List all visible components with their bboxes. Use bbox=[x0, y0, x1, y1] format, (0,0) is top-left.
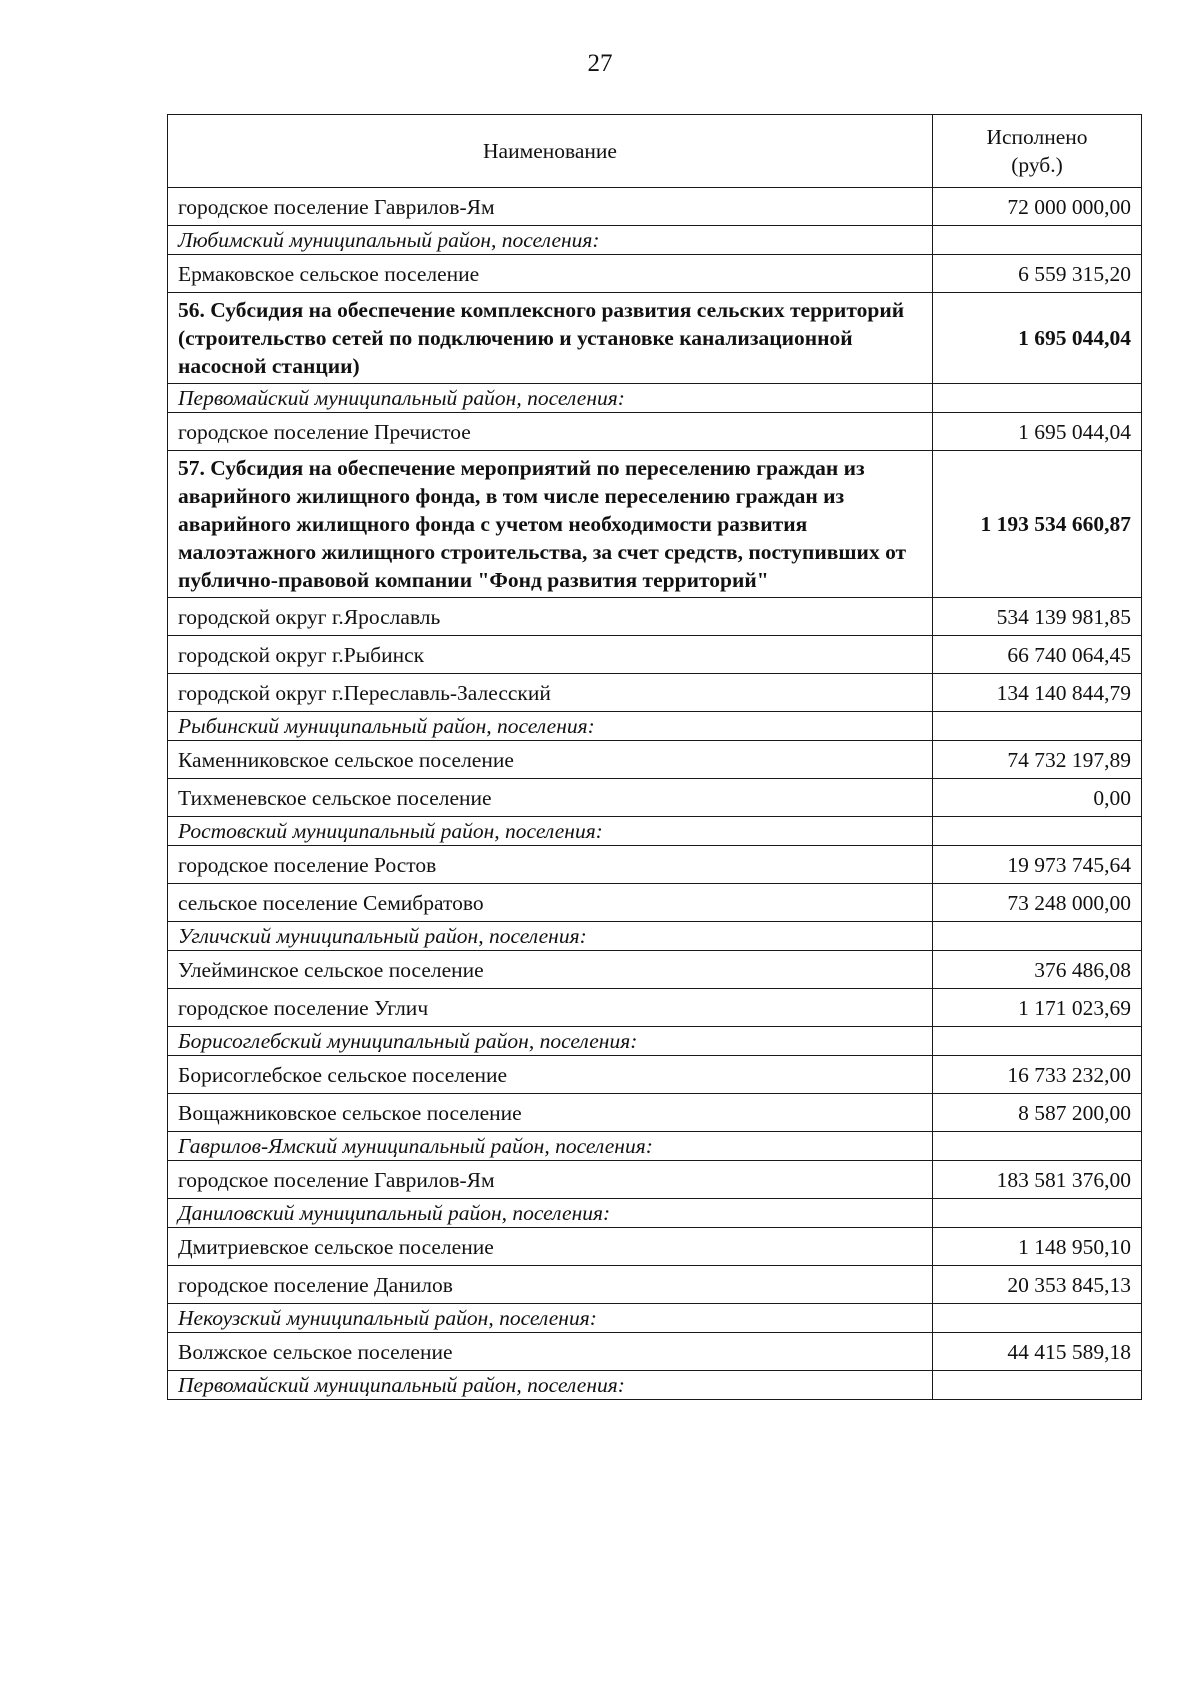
row-amount bbox=[933, 712, 1142, 741]
table-row-district bbox=[168, 384, 1142, 413]
row-name: Некоузский муниципальный район, поселения: bbox=[168, 1304, 933, 1333]
row-amount bbox=[933, 817, 1142, 846]
row-amount bbox=[933, 1199, 1142, 1228]
row-name: 56. Субсидия на обеспечение комплексного развития сельских территорий (строительство сетей по подключению и установке канализационной насосной станции) bbox=[168, 293, 933, 384]
table-row bbox=[168, 1056, 1142, 1094]
row-name: Гаврилов-Ямский муниципальный район, поселения: bbox=[168, 1132, 933, 1161]
table-row bbox=[168, 1333, 1142, 1371]
row-amount: 1 148 950,10 bbox=[933, 1228, 1142, 1266]
row-amount: 0,00 bbox=[933, 779, 1142, 817]
header-amount-line2: (руб.) bbox=[1011, 153, 1063, 177]
row-name: городское поселение Ростов bbox=[168, 846, 933, 884]
header-name: Наименование bbox=[168, 115, 933, 188]
row-amount bbox=[933, 1304, 1142, 1333]
table-row-district bbox=[168, 1371, 1142, 1400]
row-name: Вощажниковское сельское поселение bbox=[168, 1094, 933, 1132]
row-name: Каменниковское сельское поселение bbox=[168, 741, 933, 779]
row-amount: 74 732 197,89 bbox=[933, 741, 1142, 779]
row-name: городское поселение Углич bbox=[168, 989, 933, 1027]
row-name: городской округ г.Переславль-Залесский bbox=[168, 674, 933, 712]
row-amount bbox=[933, 1371, 1142, 1400]
row-name: Улейминское сельское поселение bbox=[168, 951, 933, 989]
row-name: Угличский муниципальный район, поселения: bbox=[168, 922, 933, 951]
row-name: Ростовский муниципальный район, поселения: bbox=[168, 817, 933, 846]
row-name: Волжское сельское поселение bbox=[168, 1333, 933, 1371]
table-row bbox=[168, 413, 1142, 451]
table-row bbox=[168, 255, 1142, 293]
row-name: городское поселение Данилов bbox=[168, 1266, 933, 1304]
row-name: 57. Субсидия на обеспечение мероприятий по переселению граждан из аварийного жилищного фонда, в том числе переселению граждан из аварийного жилищного фонда с учетом необходимости развития малоэтажного жилищного строительства, за счет средств, поступивших от публично-правовой компании "Фонд развития территорий" bbox=[168, 451, 933, 598]
row-name: Ермаковское сельское поселение bbox=[168, 255, 933, 293]
row-name: городское поселение Гаврилов-Ям bbox=[168, 1161, 933, 1199]
row-name: Любимский муниципальный район, поселения: bbox=[168, 226, 933, 255]
table-row bbox=[168, 1094, 1142, 1132]
row-amount: 73 248 000,00 bbox=[933, 884, 1142, 922]
row-name: Борисоглебский муниципальный район, поселения: bbox=[168, 1027, 933, 1056]
row-amount: 72 000 000,00 bbox=[933, 188, 1142, 226]
table-row bbox=[168, 674, 1142, 712]
row-name: Даниловский муниципальный район, поселения: bbox=[168, 1199, 933, 1228]
table-row-district bbox=[168, 1132, 1142, 1161]
table-body bbox=[168, 188, 1142, 1400]
table-row bbox=[168, 741, 1142, 779]
row-amount: 44 415 589,18 bbox=[933, 1333, 1142, 1371]
table-row-district bbox=[168, 712, 1142, 741]
row-amount bbox=[933, 384, 1142, 413]
table-header-row bbox=[168, 115, 1142, 188]
row-name: Рыбинский муниципальный район, поселения: bbox=[168, 712, 933, 741]
row-amount: 1 695 044,04 bbox=[933, 413, 1142, 451]
row-name: Дмитриевское сельское поселение bbox=[168, 1228, 933, 1266]
row-name: сельское поселение Семибратово bbox=[168, 884, 933, 922]
table-row bbox=[168, 951, 1142, 989]
row-amount: 1 171 023,69 bbox=[933, 989, 1142, 1027]
table-row-district bbox=[168, 817, 1142, 846]
row-amount: 376 486,08 bbox=[933, 951, 1142, 989]
row-amount: 1 695 044,04 bbox=[933, 293, 1142, 384]
table-row bbox=[168, 1266, 1142, 1304]
table-row bbox=[168, 1161, 1142, 1199]
row-amount: 534 139 981,85 bbox=[933, 598, 1142, 636]
table-row bbox=[168, 188, 1142, 226]
row-amount bbox=[933, 226, 1142, 255]
row-amount: 6 559 315,20 bbox=[933, 255, 1142, 293]
row-name: Первомайский муниципальный район, поселения: bbox=[168, 1371, 933, 1400]
row-amount: 134 140 844,79 bbox=[933, 674, 1142, 712]
row-amount: 20 353 845,13 bbox=[933, 1266, 1142, 1304]
row-amount: 1 193 534 660,87 bbox=[933, 451, 1142, 598]
table-row bbox=[168, 884, 1142, 922]
table-row-district bbox=[168, 1304, 1142, 1333]
table-row-district bbox=[168, 1199, 1142, 1228]
table-row bbox=[168, 598, 1142, 636]
table-row-district bbox=[168, 922, 1142, 951]
table-row-section bbox=[168, 293, 1142, 384]
page-number: 27 bbox=[587, 50, 613, 77]
header-amount bbox=[933, 115, 1142, 188]
table-row-district bbox=[168, 1027, 1142, 1056]
row-amount: 16 733 232,00 bbox=[933, 1056, 1142, 1094]
table-row-section bbox=[168, 451, 1142, 598]
row-name: Тихменевское сельское поселение bbox=[168, 779, 933, 817]
row-amount: 183 581 376,00 bbox=[933, 1161, 1142, 1199]
table-row bbox=[168, 1228, 1142, 1266]
row-name: городское поселение Пречистое bbox=[168, 413, 933, 451]
table-row bbox=[168, 846, 1142, 884]
row-name: городской округ г.Ярославль bbox=[168, 598, 933, 636]
subsidy-table bbox=[167, 114, 1142, 1400]
row-amount bbox=[933, 1132, 1142, 1161]
table-row bbox=[168, 779, 1142, 817]
row-amount: 19 973 745,64 bbox=[933, 846, 1142, 884]
table-row-district bbox=[168, 226, 1142, 255]
row-amount: 8 587 200,00 bbox=[933, 1094, 1142, 1132]
row-name: городской округ г.Рыбинск bbox=[168, 636, 933, 674]
header-amount-line1: Исполнено bbox=[986, 125, 1088, 149]
row-name: Первомайский муниципальный район, поселения: bbox=[168, 384, 933, 413]
row-name: Борисоглебское сельское поселение bbox=[168, 1056, 933, 1094]
table-row bbox=[168, 989, 1142, 1027]
table-row bbox=[168, 636, 1142, 674]
row-amount bbox=[933, 922, 1142, 951]
row-amount: 66 740 064,45 bbox=[933, 636, 1142, 674]
row-name: городское поселение Гаврилов-Ям bbox=[168, 188, 933, 226]
row-amount bbox=[933, 1027, 1142, 1056]
